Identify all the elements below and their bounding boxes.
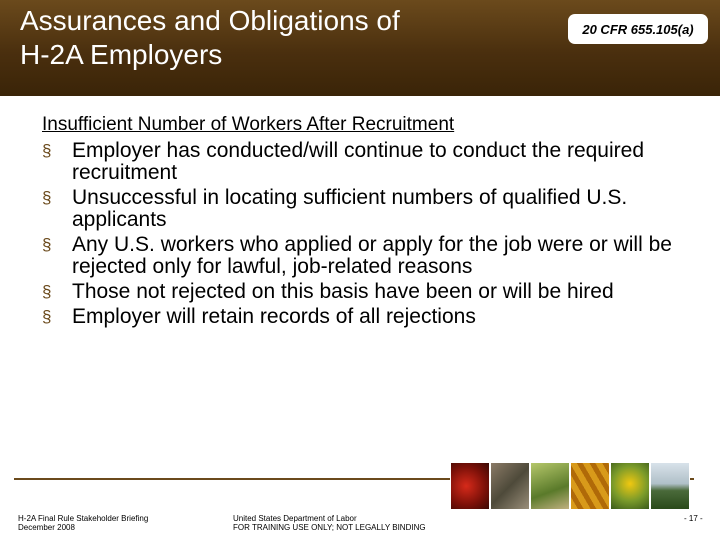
- footer-date: December 2008: [18, 523, 75, 532]
- section-sign-icon: §: [42, 235, 52, 254]
- bullet-item: [42, 281, 712, 303]
- page-number: - 17 -: [684, 514, 703, 523]
- photo-field: [530, 462, 570, 510]
- section-sign-icon: §: [42, 282, 52, 301]
- citation-badge: 20 CFR 655.105(a): [568, 14, 708, 44]
- bullet-text: Those not rejected on this basis have been or will be hired: [72, 280, 614, 303]
- bullet-item: [42, 234, 712, 278]
- bullet-item: [42, 187, 712, 231]
- section-sign-icon: §: [42, 141, 52, 160]
- slide-title: Assurances and Obligations of H-2A Employers: [20, 5, 400, 70]
- section-sign-icon: §: [42, 188, 52, 207]
- bullet-list: [42, 140, 712, 331]
- bullet-item: [42, 306, 712, 328]
- photo-workers: [490, 462, 530, 510]
- bullet-item: [42, 140, 712, 184]
- photo-harvester: [650, 462, 690, 510]
- bullet-text: Employer has conducted/will continue to conduct the required recruitment: [72, 139, 645, 184]
- header-banner: [0, 0, 720, 96]
- footer-agency: United States Department of Labor: [233, 514, 357, 523]
- footer-disclaimer: FOR TRAINING USE ONLY; NOT LEGALLY BINDING: [233, 523, 426, 532]
- footer-agency-info: [233, 514, 426, 532]
- footer-briefing-title: H-2A Final Rule Stakeholder Briefing: [18, 514, 149, 523]
- bullet-text: Unsuccessful in locating sufficient numbers of qualified U.S. applicants: [72, 186, 628, 231]
- photo-honeycomb: [570, 462, 610, 510]
- photo-tomatoes: [450, 462, 490, 510]
- bullet-text: Any U.S. workers who applied or apply for the job were or will be rejected only for lawful, job-related reasons: [72, 233, 672, 278]
- photo-strip: [450, 462, 690, 510]
- bullet-text: Employer will retain records of all rejections: [72, 305, 476, 328]
- section-sign-icon: §: [42, 307, 52, 326]
- photo-citrus: [610, 462, 650, 510]
- section-subtitle: Insufficient Number of Workers After Recruitment: [42, 114, 455, 135]
- footer-briefing-info: [18, 514, 148, 532]
